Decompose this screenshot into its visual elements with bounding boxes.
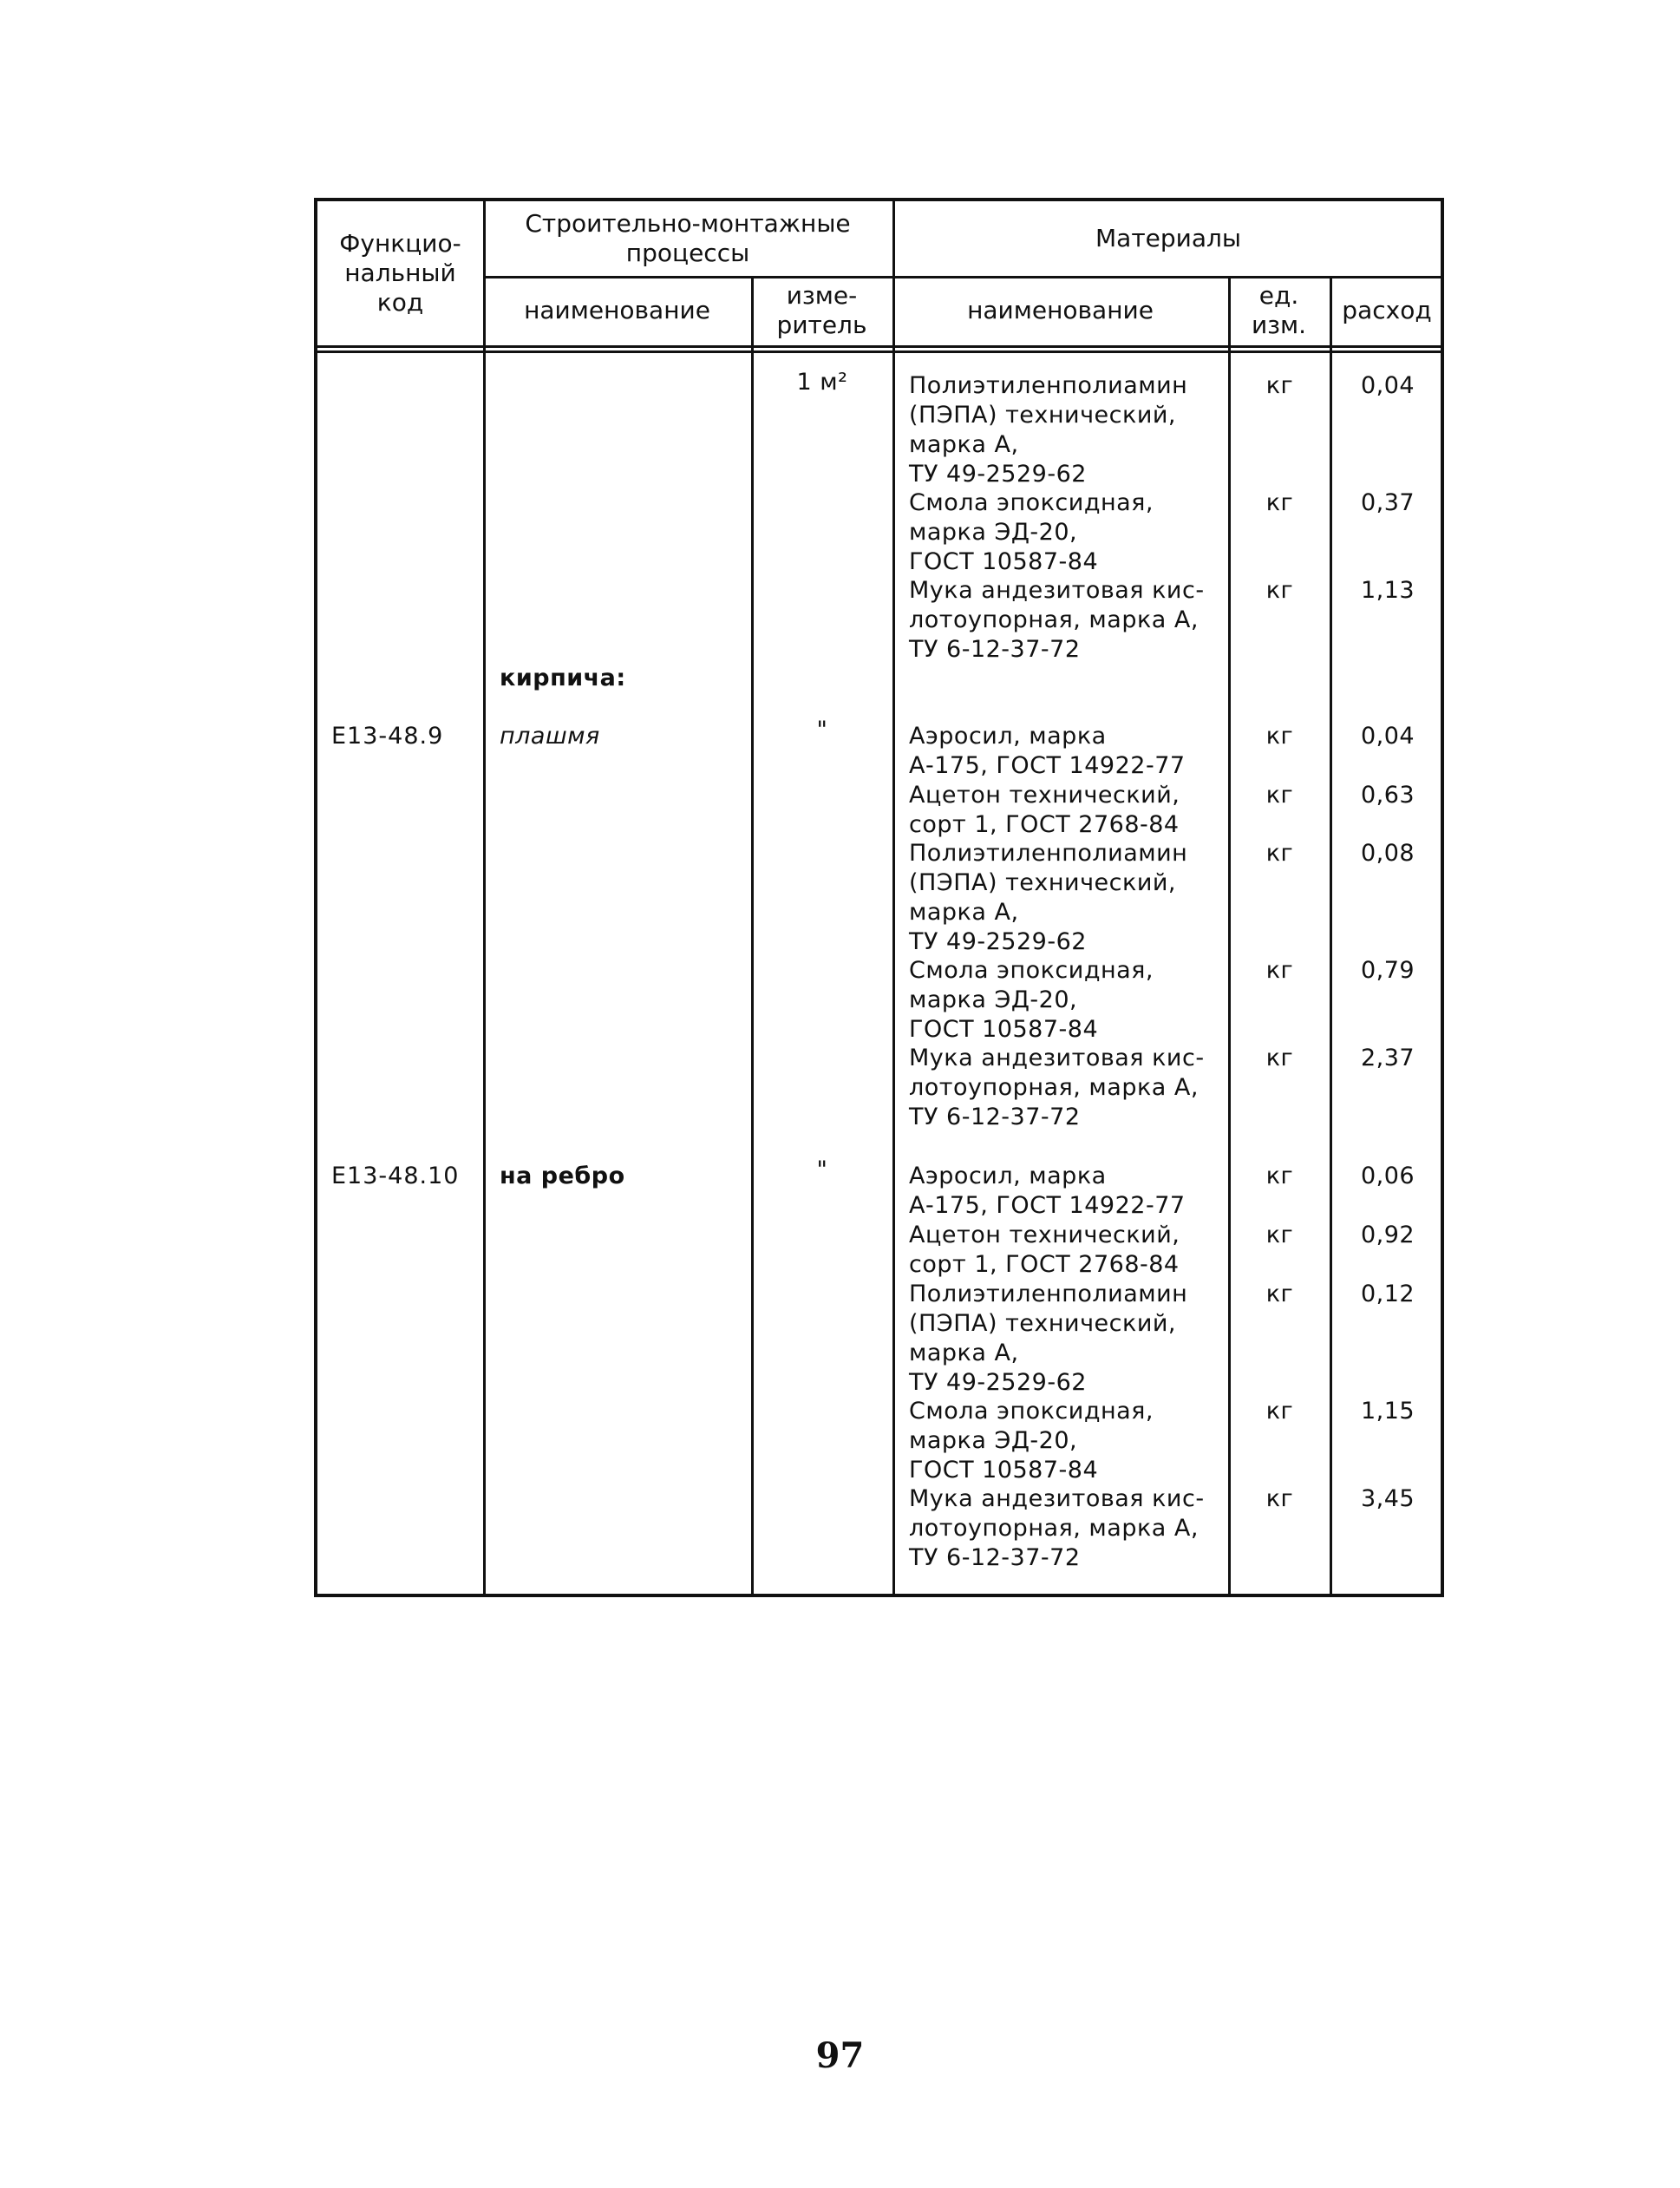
material-name: Ацетон технический, сорт 1, ГОСТ 2768-84 <box>909 1222 1180 1278</box>
header-func-code: Функцио- нальный код <box>339 229 461 317</box>
material-qty: 3,45 <box>1360 1485 1415 1512</box>
material-qty: 2,37 <box>1360 1045 1415 1071</box>
material-unit: кг <box>1265 1222 1294 1248</box>
header-materials: Материалы <box>1095 224 1241 252</box>
header-material-name: наименование <box>967 296 1154 324</box>
material-unit: кг <box>1265 577 1294 604</box>
material-unit: кг <box>1265 1163 1294 1189</box>
header-process-measure: изме- ритель <box>776 281 867 339</box>
materials-table <box>314 198 1444 1597</box>
measure-unit: " <box>816 1156 828 1183</box>
material-unit: кг <box>1265 372 1294 399</box>
function-code: Е13-48.9 <box>331 723 444 750</box>
material-qty: 0,63 <box>1360 782 1415 809</box>
header-bottom-rule <box>317 345 1441 348</box>
measure-unit: 1 м² <box>796 369 848 396</box>
material-unit: кг <box>1265 489 1294 516</box>
process-name: на ребро <box>500 1163 625 1189</box>
material-name: Мука андезитовая кис- лотоупорная, марка А, ТУ 6-12-37-72 <box>909 1045 1205 1130</box>
material-unit: кг <box>1265 1398 1294 1425</box>
material-name: Мука андезитовая кис- лотоупорная, марка А, ТУ 6-12-37-72 <box>909 577 1205 663</box>
material-name: Мука андезитовая кис- лотоупорная, марка А, ТУ 6-12-37-72 <box>909 1485 1205 1571</box>
col-divider <box>892 201 895 1594</box>
material-qty: 0,06 <box>1360 1163 1415 1189</box>
material-name: Полиэтиленполиамин (ПЭПА) технический, марка А, ТУ 49-2529-62 <box>909 840 1188 955</box>
material-unit: кг <box>1265 1485 1294 1512</box>
measure-unit: " <box>816 717 828 744</box>
header-processes: Строительно-монтажные процессы <box>525 209 851 267</box>
header-material-qty: расход <box>1342 296 1432 324</box>
header-process-name: наименование <box>524 296 710 324</box>
material-unit: кг <box>1265 723 1294 750</box>
col-divider <box>751 276 754 1594</box>
material-qty: 0,37 <box>1360 489 1415 516</box>
material-unit: кг <box>1265 1045 1294 1071</box>
material-unit: кг <box>1265 1281 1294 1307</box>
col-divider <box>483 201 486 1594</box>
material-qty: 0,12 <box>1360 1281 1415 1307</box>
page-number: 97 <box>815 2035 865 2076</box>
material-unit: кг <box>1265 840 1294 867</box>
material-name: Аэросил, марка А-175, ГОСТ 14922-77 <box>909 723 1186 779</box>
material-qty: 0,04 <box>1360 372 1415 399</box>
material-qty: 1,15 <box>1360 1398 1415 1425</box>
material-name: Ацетон технический, сорт 1, ГОСТ 2768-84 <box>909 782 1180 838</box>
header-material-unit: ед. изм. <box>1251 281 1307 339</box>
function-code: Е13-48.10 <box>331 1163 460 1189</box>
material-qty: 0,04 <box>1360 723 1415 750</box>
material-qty: 0,92 <box>1360 1222 1415 1248</box>
process-name: плашмя <box>500 723 600 750</box>
material-name: Смола эпоксидная, марка ЭД-20, ГОСТ 10587-84 <box>909 957 1154 1043</box>
material-name: Смола эпоксидная, марка ЭД-20, ГОСТ 10587-84 <box>909 1398 1154 1484</box>
material-name: Полиэтиленполиамин (ПЭПА) технический, марка А, ТУ 49-2529-62 <box>909 1281 1188 1396</box>
material-qty: 1,13 <box>1360 577 1415 604</box>
material-name: Полиэтиленполиамин (ПЭПА) технический, марка А, ТУ 49-2529-62 <box>909 372 1188 488</box>
material-unit: кг <box>1265 782 1294 809</box>
material-name: Аэросил, марка А-175, ГОСТ 14922-77 <box>909 1163 1186 1219</box>
material-unit: кг <box>1265 957 1294 984</box>
group-label: кирпича: <box>500 665 626 691</box>
material-name: Смола эпоксидная, марка ЭД-20, ГОСТ 10587-84 <box>909 489 1154 575</box>
material-qty: 0,79 <box>1360 957 1415 984</box>
material-qty: 0,08 <box>1360 840 1415 867</box>
header-bottom-rule <box>317 350 1441 353</box>
